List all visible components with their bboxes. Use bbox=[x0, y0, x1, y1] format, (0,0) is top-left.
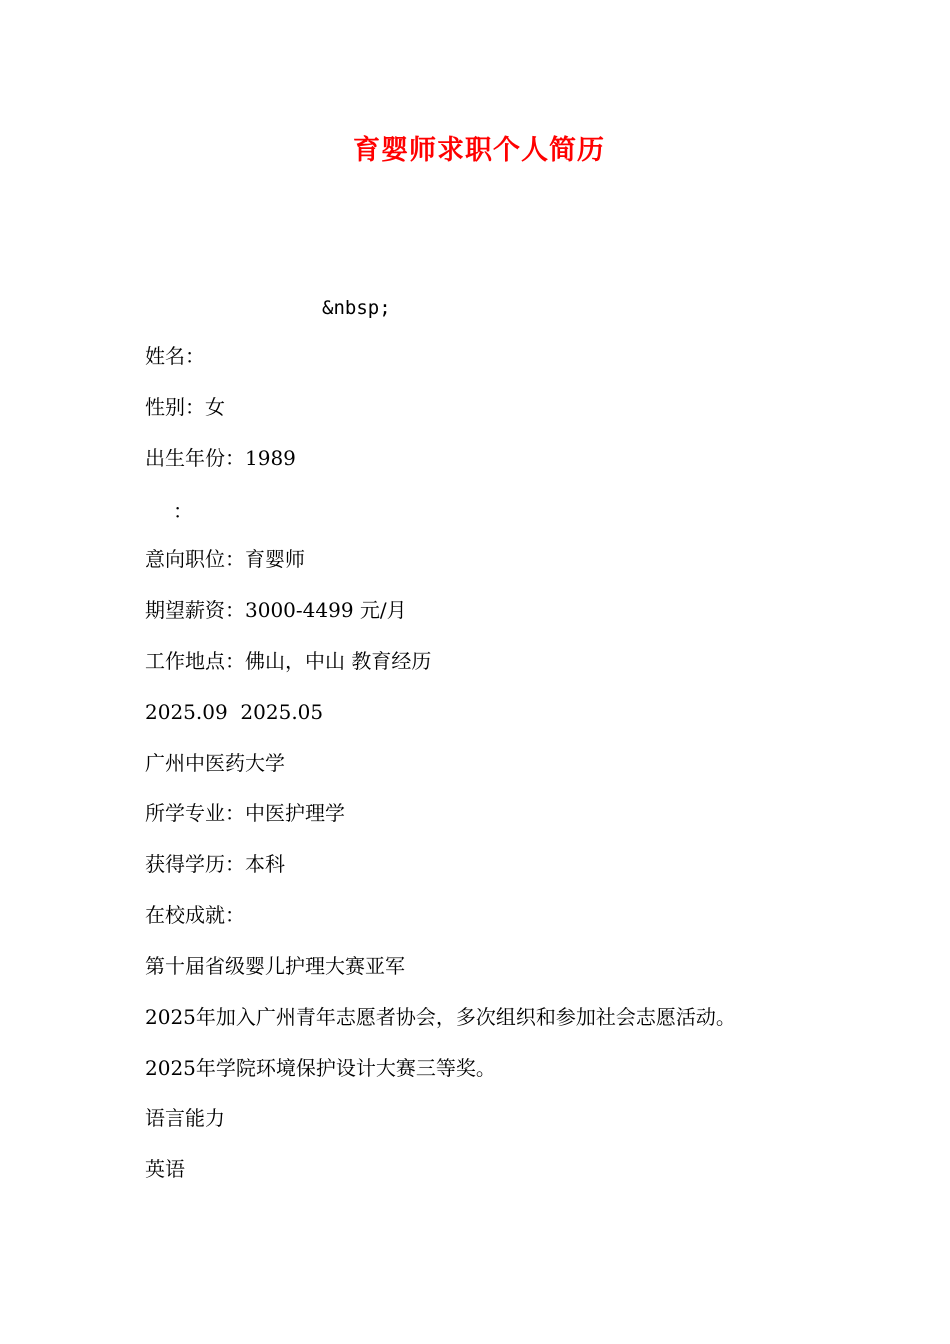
achievement-item: 第十届省级婴儿护理大赛亚军 bbox=[145, 954, 405, 978]
birth-year-line: 出生年份：1989 bbox=[145, 446, 296, 470]
nbsp-artifact-text: &nbsp; bbox=[322, 297, 391, 319]
major-line: 所学专业：中医护理学 bbox=[145, 801, 345, 825]
name-line: 姓名： bbox=[145, 344, 205, 368]
intended-position-line: 意向职位：育婴师 bbox=[145, 547, 305, 571]
language-item: 英语 bbox=[145, 1157, 185, 1181]
achievement-item: 2025年学院环境保护设计大赛三等奖。 bbox=[145, 1056, 496, 1080]
education-period-line: 2025.09 2025.05 bbox=[145, 700, 324, 724]
achievements-heading: 在校成就： bbox=[145, 903, 245, 927]
gender-line: 性别：女 bbox=[145, 395, 225, 419]
achievement-item: 2025年加入广州青年志愿者协会，多次组织和参加社会志愿活动。 bbox=[145, 1005, 736, 1029]
school-line: 广州中医药大学 bbox=[145, 751, 285, 775]
degree-line: 获得学历：本科 bbox=[145, 852, 285, 876]
work-location-line: 工作地点：佛山，中山 教育经历 bbox=[145, 649, 432, 673]
colon-artifact-text: ： bbox=[173, 499, 193, 523]
page-title: 育婴师求职个人简历 bbox=[353, 135, 605, 166]
language-heading: 语言能力 bbox=[145, 1106, 225, 1130]
expected-salary-line: 期望薪资：3000-4499 元/月 bbox=[145, 598, 407, 622]
